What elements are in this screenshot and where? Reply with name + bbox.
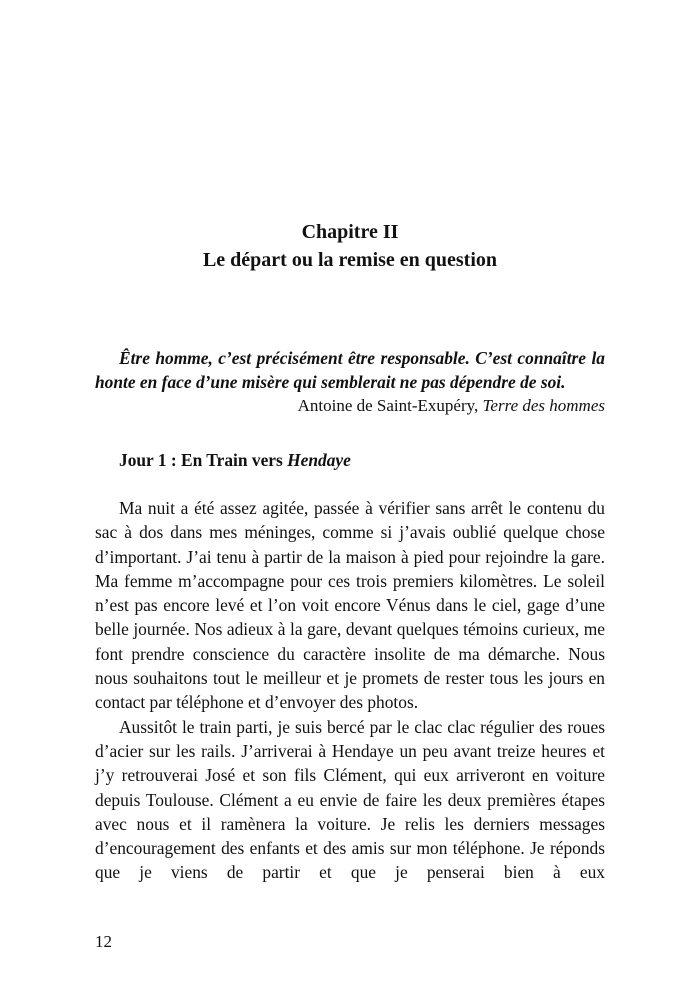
section-place: Hendaye	[287, 450, 351, 470]
chapter-heading	[95, 218, 605, 274]
section-heading	[119, 448, 351, 472]
chapter-title: Le départ ou la remise en question	[202, 249, 498, 271]
body-text	[95, 496, 605, 885]
epigraph-quote: Être homme, c’est précisément être responsable. C’est connaître la honte en face d’une misère qui semblerait ne pas dépendre de soi.	[95, 348, 605, 392]
section-label: Jour 1 : En Train vers	[119, 450, 288, 470]
epigraph-attribution	[95, 394, 605, 418]
epigraph-work: Terre des hommes	[482, 396, 605, 415]
epigraph	[95, 346, 605, 418]
epigraph-author: Antoine de Saint-Exupéry,	[297, 396, 483, 415]
chapter-number: Chapitre II	[301, 221, 399, 243]
paragraph: Ma nuit a été assez agitée, passée à vérifier sans arrêt le contenu du sac à dos dans mes méninges, comme si j’avais oublié quelque chose d’important. J’ai tenu à partir de la maison à pied pour rejoindre la gare. Ma femme m’accompagne pour ces trois premiers kilomètres. Le soleil n’est pas encore levé et l’on voit encore Vénus dans le ciel, gage d’une belle journée. Nos adieux à la gare, devant quelques témoins curieux, me font prendre conscience du caractère insolite de ma démarche. Nous nous souhaitons tout le meilleur et je promets de rester tous les jours en contact par téléphone et d’envoyer des photos.	[95, 498, 605, 713]
page-number: 12	[95, 932, 112, 951]
paragraph: Aussitôt le train parti, je suis bercé par le clac clac régulier des roues d’acier sur les rails. J’arriverai à Hendaye un peu avant treize heures et j’y retrouverai José et son fils Clément, qui eux arriveront en voiture depuis Toulouse. Clément a eu envie de faire les deux premières étapes avec nous et il ramènera la voiture. Je relis les derniers messages d’encouragement des enfants et des amis sur mon téléphone. Je réponds que je viens de partir et que je penserai bien à eux	[95, 716, 605, 883]
